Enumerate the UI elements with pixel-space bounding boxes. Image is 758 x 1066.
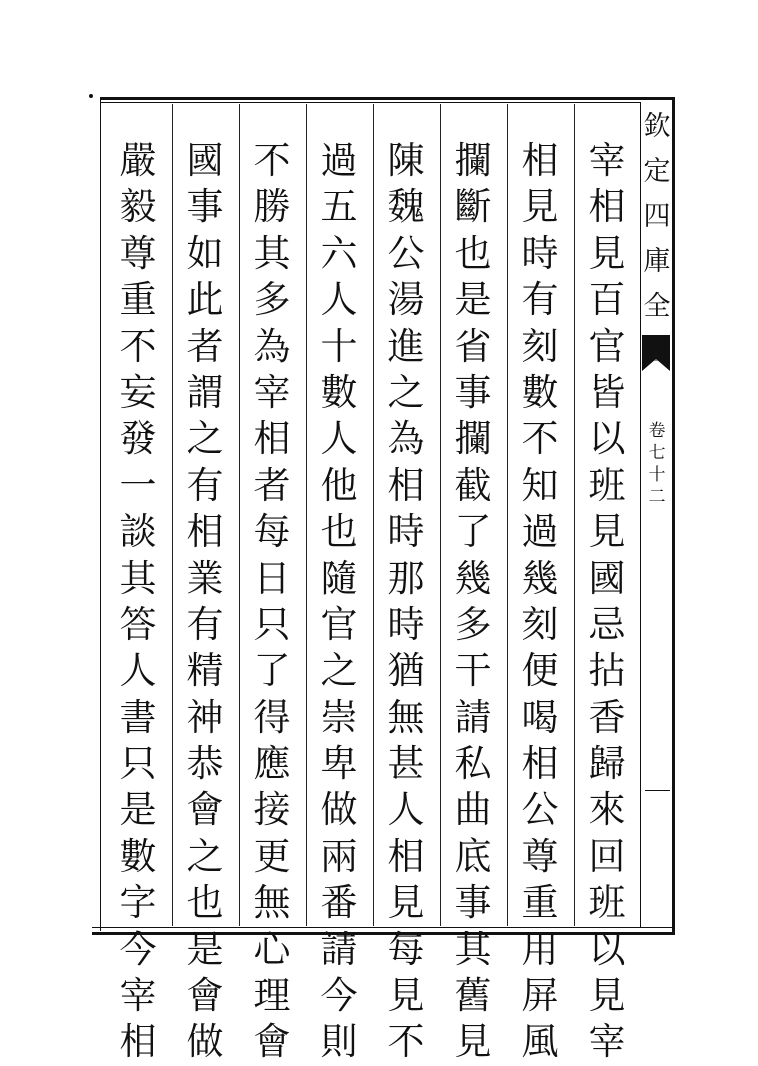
text-char: 相 bbox=[387, 463, 425, 507]
text-char: 五 bbox=[320, 185, 358, 229]
text-char: 猶 bbox=[387, 649, 425, 693]
text-char: 拈 bbox=[588, 649, 626, 693]
text-char: 無 bbox=[253, 881, 291, 925]
margin-tick bbox=[645, 790, 670, 791]
text-char: 字 bbox=[119, 881, 157, 925]
juan-label bbox=[642, 420, 672, 508]
text-char: 尊 bbox=[119, 231, 157, 275]
text-char: 相 bbox=[253, 417, 291, 461]
text-char: 書 bbox=[119, 695, 157, 739]
margin-column bbox=[642, 104, 672, 924]
margin-column-divider bbox=[640, 102, 641, 928]
text-column bbox=[113, 138, 163, 1064]
text-char: 不 bbox=[387, 1020, 425, 1064]
book-title-char: 定 bbox=[643, 156, 671, 187]
text-char: 了 bbox=[454, 510, 492, 554]
text-char: 相 bbox=[387, 834, 425, 878]
text-char: 今 bbox=[119, 927, 157, 971]
text-char: 見 bbox=[387, 881, 425, 925]
text-char: 數 bbox=[119, 834, 157, 878]
text-char: 進 bbox=[387, 324, 425, 368]
text-char: 請 bbox=[320, 927, 358, 971]
text-char: 事 bbox=[186, 185, 224, 229]
text-char: 見 bbox=[387, 974, 425, 1018]
text-char: 數 bbox=[320, 370, 358, 414]
juan-char: 十 bbox=[648, 465, 666, 485]
text-char: 請 bbox=[454, 695, 492, 739]
text-char: 重 bbox=[119, 278, 157, 322]
text-char: 回 bbox=[588, 834, 626, 878]
text-char: 有 bbox=[186, 602, 224, 646]
text-char: 私 bbox=[454, 742, 492, 786]
text-char: 國 bbox=[186, 139, 224, 182]
text-char: 不 bbox=[521, 417, 559, 461]
book-title-char: 欽 bbox=[643, 111, 671, 142]
text-char: 公 bbox=[387, 231, 425, 275]
text-column bbox=[314, 138, 364, 1064]
text-char: 以 bbox=[588, 417, 626, 461]
text-char: 喝 bbox=[521, 695, 559, 739]
column-rule bbox=[306, 104, 307, 926]
text-char: 事 bbox=[454, 370, 492, 414]
text-char: 者 bbox=[186, 324, 224, 368]
text-char: 只 bbox=[253, 602, 291, 646]
text-char: 崇 bbox=[320, 695, 358, 739]
text-char: 宰 bbox=[119, 974, 157, 1018]
text-char: 勝 bbox=[253, 185, 291, 229]
text-char: 會 bbox=[253, 1020, 291, 1064]
text-char: 人 bbox=[320, 278, 358, 322]
text-char: 隨 bbox=[320, 556, 358, 600]
text-char: 也 bbox=[186, 881, 224, 925]
text-char: 相 bbox=[588, 185, 626, 229]
text-char: 屏 bbox=[521, 974, 559, 1018]
text-char: 兩 bbox=[320, 834, 358, 878]
text-char: 用 bbox=[521, 927, 559, 971]
text-char: 之 bbox=[320, 649, 358, 693]
text-char: 來 bbox=[588, 788, 626, 832]
text-char: 其 bbox=[119, 556, 157, 600]
text-char: 只 bbox=[119, 742, 157, 786]
text-char: 相 bbox=[119, 1020, 157, 1064]
book-title bbox=[642, 104, 672, 374]
column-rule bbox=[172, 104, 173, 926]
text-char: 相 bbox=[521, 139, 559, 182]
text-char: 人 bbox=[387, 788, 425, 832]
text-char: 是 bbox=[186, 927, 224, 971]
text-char: 斷 bbox=[454, 185, 492, 229]
text-char: 官 bbox=[320, 602, 358, 646]
text-char: 了 bbox=[253, 649, 291, 693]
text-char: 卑 bbox=[320, 742, 358, 786]
text-char: 每 bbox=[253, 510, 291, 554]
frame-top-border bbox=[100, 97, 672, 100]
fishtail-mark bbox=[642, 335, 670, 371]
text-char: 一 bbox=[119, 463, 157, 507]
frame-left-border bbox=[100, 97, 101, 931]
text-char: 嚴 bbox=[119, 139, 157, 182]
book-title-char: 庫 bbox=[643, 246, 671, 277]
text-char: 謂 bbox=[186, 370, 224, 414]
text-char: 忌 bbox=[588, 602, 626, 646]
text-char: 得 bbox=[253, 695, 291, 739]
text-char: 日 bbox=[253, 556, 291, 600]
text-char: 攔 bbox=[454, 139, 492, 182]
text-char: 公 bbox=[521, 788, 559, 832]
text-char: 風 bbox=[521, 1020, 559, 1064]
text-char: 截 bbox=[454, 463, 492, 507]
text-char: 底 bbox=[454, 834, 492, 878]
text-char: 之 bbox=[387, 370, 425, 414]
text-char: 見 bbox=[588, 510, 626, 554]
text-char: 之 bbox=[186, 834, 224, 878]
text-char: 數 bbox=[521, 370, 559, 414]
text-char: 其 bbox=[253, 231, 291, 275]
text-char: 省 bbox=[454, 324, 492, 368]
text-char: 是 bbox=[119, 788, 157, 832]
text-char: 便 bbox=[521, 649, 559, 693]
text-char: 為 bbox=[387, 417, 425, 461]
text-char: 宰 bbox=[588, 139, 626, 182]
frame-right-border bbox=[672, 97, 675, 935]
text-char: 應 bbox=[253, 742, 291, 786]
text-char: 發 bbox=[119, 417, 157, 461]
text-char: 相 bbox=[521, 742, 559, 786]
text-char: 湯 bbox=[387, 278, 425, 322]
text-char: 每 bbox=[387, 927, 425, 971]
text-char: 班 bbox=[588, 881, 626, 925]
text-char: 心 bbox=[253, 927, 291, 971]
text-char: 有 bbox=[186, 463, 224, 507]
column-rule bbox=[373, 104, 374, 926]
text-char: 十 bbox=[320, 324, 358, 368]
text-char: 之 bbox=[186, 417, 224, 461]
text-char: 香 bbox=[588, 695, 626, 739]
text-column bbox=[247, 138, 297, 1064]
text-char: 番 bbox=[320, 881, 358, 925]
text-char: 魏 bbox=[387, 185, 425, 229]
text-char: 見 bbox=[588, 231, 626, 275]
text-char: 過 bbox=[521, 510, 559, 554]
text-char: 接 bbox=[253, 788, 291, 832]
text-char: 妄 bbox=[119, 370, 157, 414]
column-rule bbox=[440, 104, 441, 926]
text-char: 多 bbox=[454, 602, 492, 646]
text-char: 事 bbox=[454, 881, 492, 925]
book-title-char: 四 bbox=[643, 201, 671, 232]
text-char: 干 bbox=[454, 649, 492, 693]
text-char: 神 bbox=[186, 695, 224, 739]
juan-char: 二 bbox=[648, 487, 666, 507]
text-char: 此 bbox=[186, 278, 224, 322]
text-char: 理 bbox=[253, 974, 291, 1018]
text-char: 也 bbox=[454, 231, 492, 275]
text-char: 甚 bbox=[387, 742, 425, 786]
text-char: 幾 bbox=[521, 556, 559, 600]
text-char: 皆 bbox=[588, 370, 626, 414]
text-char: 陳 bbox=[387, 139, 425, 182]
text-char: 做 bbox=[320, 788, 358, 832]
text-char: 是 bbox=[454, 278, 492, 322]
text-char: 曲 bbox=[454, 788, 492, 832]
juan-char: 七 bbox=[648, 443, 666, 463]
text-char: 尊 bbox=[521, 834, 559, 878]
text-char: 精 bbox=[186, 649, 224, 693]
text-char: 為 bbox=[253, 324, 291, 368]
text-char: 人 bbox=[320, 417, 358, 461]
column-rule bbox=[574, 104, 575, 926]
text-char: 攔 bbox=[454, 417, 492, 461]
text-char: 談 bbox=[119, 510, 157, 554]
text-column bbox=[448, 138, 498, 1064]
text-char: 恭 bbox=[186, 742, 224, 786]
text-char: 宰 bbox=[253, 370, 291, 414]
column-rule bbox=[239, 104, 240, 926]
text-char: 如 bbox=[186, 231, 224, 275]
text-char: 多 bbox=[253, 278, 291, 322]
text-char: 過 bbox=[320, 139, 358, 182]
frame-top-inner-border bbox=[100, 102, 640, 103]
book-title-char: 全 bbox=[643, 291, 671, 322]
text-char: 時 bbox=[521, 231, 559, 275]
text-column bbox=[180, 138, 230, 1064]
text-char: 見 bbox=[454, 1020, 492, 1064]
text-char: 見 bbox=[521, 185, 559, 229]
text-char: 官 bbox=[588, 324, 626, 368]
text-char: 更 bbox=[253, 834, 291, 878]
text-char: 今 bbox=[320, 974, 358, 1018]
text-char: 班 bbox=[588, 463, 626, 507]
text-char: 也 bbox=[320, 510, 358, 554]
text-char: 相 bbox=[186, 510, 224, 554]
ink-speck bbox=[89, 94, 93, 98]
text-char: 不 bbox=[119, 324, 157, 368]
text-char: 會 bbox=[186, 788, 224, 832]
text-char: 有 bbox=[521, 278, 559, 322]
text-char: 無 bbox=[387, 695, 425, 739]
text-column bbox=[582, 138, 632, 1064]
text-char: 業 bbox=[186, 556, 224, 600]
text-char: 國 bbox=[588, 556, 626, 600]
text-char: 人 bbox=[119, 649, 157, 693]
text-char: 百 bbox=[588, 278, 626, 322]
text-char: 那 bbox=[387, 556, 425, 600]
text-char: 不 bbox=[253, 139, 291, 182]
text-char: 時 bbox=[387, 602, 425, 646]
text-char: 者 bbox=[253, 463, 291, 507]
text-char: 刻 bbox=[521, 324, 559, 368]
text-char: 做 bbox=[186, 1020, 224, 1064]
text-char: 幾 bbox=[454, 556, 492, 600]
text-char: 歸 bbox=[588, 742, 626, 786]
text-char: 舊 bbox=[454, 974, 492, 1018]
text-char: 則 bbox=[320, 1020, 358, 1064]
text-column bbox=[381, 138, 431, 1064]
text-char: 六 bbox=[320, 231, 358, 275]
text-char: 重 bbox=[521, 881, 559, 925]
text-column bbox=[515, 138, 565, 1064]
text-char: 以 bbox=[588, 927, 626, 971]
text-char: 時 bbox=[387, 510, 425, 554]
column-rule bbox=[507, 104, 508, 926]
text-char: 毅 bbox=[119, 185, 157, 229]
text-char: 知 bbox=[521, 463, 559, 507]
text-char: 其 bbox=[454, 927, 492, 971]
text-char: 宰 bbox=[588, 1020, 626, 1064]
text-char: 答 bbox=[119, 602, 157, 646]
juan-char: 卷 bbox=[648, 421, 666, 441]
text-char: 刻 bbox=[521, 602, 559, 646]
text-char: 他 bbox=[320, 463, 358, 507]
text-char: 見 bbox=[588, 974, 626, 1018]
text-char: 會 bbox=[186, 974, 224, 1018]
